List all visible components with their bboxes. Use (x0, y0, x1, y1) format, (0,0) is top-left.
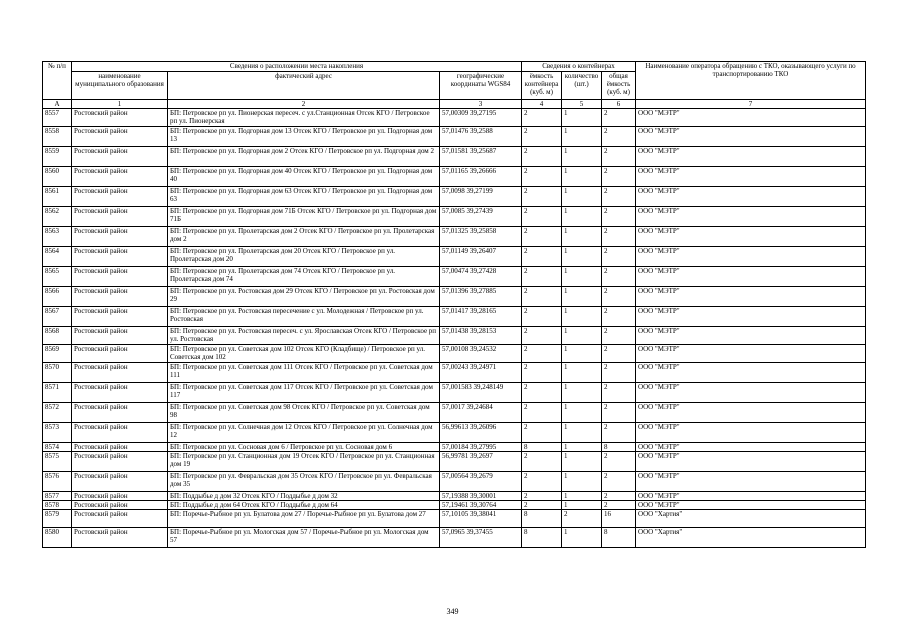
table-row (43, 383, 866, 403)
address-cell: БП: Петровское рп ул. Подгорная дом 2 Отсек КГО / Петровское рп ул. Подгорная дом 2 (168, 147, 440, 167)
count-cell: 1 (562, 167, 602, 187)
municipality-cell: Ростовский район (72, 363, 168, 383)
operator-cell: ООО "МЭТР" (636, 423, 866, 443)
operator-cell: ООО "МЭТР" (636, 472, 866, 492)
operator-cell: ООО "МЭТР" (636, 227, 866, 247)
header-operator: Наименование оператора обращению с ТКО, оказывающего услуги по транспортированию ТКО (636, 62, 866, 100)
table-row (43, 187, 866, 207)
total-cell: 2 (602, 307, 636, 327)
total-cell: 2 (602, 109, 636, 127)
coordinates-cell: 57,19388 39,30001 (440, 492, 522, 501)
row-number: 8561 (43, 187, 72, 207)
coordinates-cell: 57,0965 39,37455 (440, 528, 522, 548)
address-cell: БП: Петровское рп ул. Пролетарская дом 74 Отсек КГО / Петровское рп ул. Пролетарская дом 74 (168, 267, 440, 287)
total-cell: 2 (602, 383, 636, 403)
capacity-cell: 2 (522, 423, 562, 443)
count-cell: 1 (562, 528, 602, 548)
municipality-cell: Ростовский район (72, 267, 168, 287)
address-cell: БП: Поречье-Рыбное рп ул. Булатова дом 27 / Поречье-Рыбное рп ул. Булатова дом 27 (168, 510, 440, 528)
table-row (43, 207, 866, 227)
municipality-cell: Ростовский район (72, 187, 168, 207)
municipality-cell: Ростовский район (72, 147, 168, 167)
municipality-cell: Ростовский район (72, 472, 168, 492)
operator-cell: ООО "МЭТР" (636, 167, 866, 187)
capacity-cell: 2 (522, 472, 562, 492)
address-cell: БП: Петровское рп ул. Советская дом 111 Отсек КГО / Петровское рп ул. Советская дом 111 (168, 363, 440, 383)
count-cell: 1 (562, 109, 602, 127)
coordinates-cell: 57,19461 39,30764 (440, 501, 522, 510)
count-cell: 1 (562, 383, 602, 403)
address-cell: БП: Петровское рп ул. Советская дом 102 Отсек КГО (Кладбище) / Петровское рп ул. Советская дом 102 (168, 345, 440, 363)
header-count: количество (шт.) (562, 72, 602, 100)
capacity-cell: 2 (522, 345, 562, 363)
total-cell: 2 (602, 267, 636, 287)
coordinates-cell: 57,01165 39,26666 (440, 167, 522, 187)
header-total: общая ёмкость (куб. м) (602, 72, 636, 100)
address-cell: БП: Поречье-Рыбное рп ул. Мологская дом 57 / Поречье-Рыбное рп ул. Мологская дом 57 (168, 528, 440, 548)
operator-cell: ООО "МЭТР" (636, 363, 866, 383)
municipality-cell: Ростовский район (72, 307, 168, 327)
count-cell: 1 (562, 247, 602, 267)
address-cell: БП: Петровское рп ул. Пролетарская дом 20 Отсек КГО / Петровское рп ул. Пролетарская дом 20 (168, 247, 440, 267)
municipality-cell: Ростовский район (72, 452, 168, 472)
total-cell: 2 (602, 127, 636, 147)
table-row (43, 501, 866, 510)
coordinates-cell: 57,0085 39,27439 (440, 207, 522, 227)
count-cell: 1 (562, 403, 602, 423)
total-cell: 2 (602, 227, 636, 247)
total-cell: 2 (602, 403, 636, 423)
operator-cell: ООО "МЭТР" (636, 492, 866, 501)
row-number: 8565 (43, 267, 72, 287)
table-row (43, 472, 866, 492)
address-cell: БП: Петровское рп ул. Станционная дом 19 Отсек КГО / Петровское рп ул. Станционная дом 19 (168, 452, 440, 472)
row-number: 8562 (43, 207, 72, 227)
row-number: 8557 (43, 109, 72, 127)
header-column-numbers (43, 100, 866, 109)
table-row (43, 363, 866, 383)
coordinates-cell: 57,00309 39,27195 (440, 109, 522, 127)
header-containers: Сведения о контейнерах (522, 62, 636, 72)
row-number: 8573 (43, 423, 72, 443)
municipality-cell: Ростовский район (72, 345, 168, 363)
count-cell: 1 (562, 287, 602, 307)
municipality-cell: Ростовский район (72, 227, 168, 247)
header-row-1 (43, 62, 866, 72)
coordinates-cell: 57,01581 39,25687 (440, 147, 522, 167)
header-address: фактический адрес (168, 72, 440, 100)
address-cell: БП: Петровское рп ул. Подгорная дом 13 Отсек КГО / Петровское рп ул. Подгорная дом 13 (168, 127, 440, 147)
capacity-cell: 2 (522, 492, 562, 501)
row-number: 8563 (43, 227, 72, 247)
count-cell: 1 (562, 327, 602, 345)
municipality-cell: Ростовский район (72, 403, 168, 423)
operator-cell: ООО "МЭТР" (636, 287, 866, 307)
page-number: 349 (446, 607, 459, 616)
total-cell: 2 (602, 327, 636, 345)
count-cell: 1 (562, 267, 602, 287)
table-row (43, 403, 866, 423)
total-cell: 2 (602, 147, 636, 167)
count-cell: 1 (562, 443, 602, 452)
address-cell: БП: Петровское рп ул. Пролетарская дом 2 Отсек КГО / Петровское рп ул. Пролетарская дом 2 (168, 227, 440, 247)
colnum: 6 (602, 100, 636, 109)
table-row (43, 227, 866, 247)
coordinates-cell: 57,00243 39,24971 (440, 363, 522, 383)
table-row (43, 327, 866, 345)
operator-cell: ООО "МЭТР" (636, 345, 866, 363)
coordinates-cell: 57,01325 39,25858 (440, 227, 522, 247)
header-place: Сведения о расположении места накопления (72, 62, 522, 72)
capacity-cell: 2 (522, 187, 562, 207)
table-row (43, 167, 866, 187)
operator-cell: ООО "МЭТР" (636, 452, 866, 472)
total-cell: 2 (602, 207, 636, 227)
capacity-cell: 2 (522, 287, 562, 307)
header-num: № п/п (43, 62, 72, 100)
total-cell: 2 (602, 492, 636, 501)
capacity-cell: 2 (522, 247, 562, 267)
address-cell: БП: Петровское рп ул. Февральская дом 35 Отсек КГО / Петровское рп ул. Февральская дом 35 (168, 472, 440, 492)
row-number: 8575 (43, 452, 72, 472)
total-cell: 2 (602, 247, 636, 267)
count-cell: 1 (562, 207, 602, 227)
colnum: 5 (562, 100, 602, 109)
colnum: 2 (168, 100, 440, 109)
operator-cell: ООО "Хартия" (636, 510, 866, 528)
total-cell: 2 (602, 167, 636, 187)
coordinates-cell: 57,00564 39,2679 (440, 472, 522, 492)
coordinates-cell: 57,00474 39,27428 (440, 267, 522, 287)
coordinates-cell: 57,01476 39,2588 (440, 127, 522, 147)
count-cell: 1 (562, 307, 602, 327)
waste-sites-table (42, 61, 866, 548)
count-cell: 1 (562, 227, 602, 247)
capacity-cell: 2 (522, 383, 562, 403)
row-number: 8569 (43, 345, 72, 363)
table-row (43, 109, 866, 127)
header-capacity: ёмкость контейнера (куб. м) (522, 72, 562, 100)
operator-cell: ООО "МЭТР" (636, 443, 866, 452)
capacity-cell: 8 (522, 528, 562, 548)
row-number: 8580 (43, 528, 72, 548)
address-cell: БП: Петровское рп ул. Подгорная дом 63 Отсек КГО / Петровское рп ул. Подгорная дом 63 (168, 187, 440, 207)
row-number: 8577 (43, 492, 72, 501)
capacity-cell: 2 (522, 363, 562, 383)
table-row (43, 510, 866, 528)
capacity-cell: 2 (522, 167, 562, 187)
total-cell: 2 (602, 423, 636, 443)
row-number: 8566 (43, 287, 72, 307)
municipality-cell: Ростовский район (72, 443, 168, 452)
total-cell: 8 (602, 528, 636, 548)
operator-cell: ООО "МЭТР" (636, 127, 866, 147)
capacity-cell: 2 (522, 227, 562, 247)
coordinates-cell: 57,10105 39,38041 (440, 510, 522, 528)
municipality-cell: Ростовский район (72, 501, 168, 510)
municipality-cell: Ростовский район (72, 167, 168, 187)
table-row (43, 528, 866, 548)
count-cell: 1 (562, 187, 602, 207)
table-row (43, 247, 866, 267)
operator-cell: ООО "МЭТР" (636, 109, 866, 127)
municipality-cell: Ростовский район (72, 327, 168, 345)
municipality-cell: Ростовский район (72, 207, 168, 227)
coordinates-cell: 57,00108 39,24532 (440, 345, 522, 363)
count-cell: 1 (562, 363, 602, 383)
municipality-cell: Ростовский район (72, 423, 168, 443)
address-cell: БП: Петровское рп ул. Ростовская пересеч. с ул. Ярославская Отсек КГО / Петровское рп ул. Ростовская (168, 327, 440, 345)
municipality-cell: Ростовский район (72, 109, 168, 127)
municipality-cell: Ростовский район (72, 510, 168, 528)
municipality-cell: Ростовский район (72, 127, 168, 147)
capacity-cell: 2 (522, 127, 562, 147)
operator-cell: ООО "МЭТР" (636, 207, 866, 227)
municipality-cell: Ростовский район (72, 383, 168, 403)
row-number: 8559 (43, 147, 72, 167)
total-cell: 2 (602, 501, 636, 510)
address-cell: БП: Петровское рп ул. Подгорная дом 40 Отсек КГО / Петровское рп ул. Подгорная дом 40 (168, 167, 440, 187)
colnum: 7 (636, 100, 866, 109)
count-cell: 1 (562, 452, 602, 472)
municipality-cell: Ростовский район (72, 287, 168, 307)
total-cell: 2 (602, 187, 636, 207)
address-cell: БП: Петровское рп ул. Советская дом 117 Отсек КГО / Петровское рп ул. Советская дом 117 (168, 383, 440, 403)
coordinates-cell: 57,001583 39,248149 (440, 383, 522, 403)
capacity-cell: 2 (522, 207, 562, 227)
address-cell: БП: Петровское рп ул. Советская дом 98 Отсек КГО / Петровское рп ул. Советская дом 98 (168, 403, 440, 423)
capacity-cell: 2 (522, 403, 562, 423)
address-cell: БП: Поддыбье д дом 32 Отсек КГО / Поддыбье д дом 32 (168, 492, 440, 501)
count-cell: 1 (562, 501, 602, 510)
count-cell: 1 (562, 472, 602, 492)
operator-cell: ООО "МЭТР" (636, 267, 866, 287)
address-cell: БП: Петровское рп ул. Подгорная дом 71Б Отсек КГО / Петровское рп ул. Подгорная дом 71Б (168, 207, 440, 227)
row-number: 8579 (43, 510, 72, 528)
total-cell: 16 (602, 510, 636, 528)
capacity-cell: 2 (522, 307, 562, 327)
address-cell: БП: Петровское рп ул. Солнечная дом 12 Отсек КГО / Петровское рп ул. Солнечная дом 12 (168, 423, 440, 443)
operator-cell: ООО "МЭТР" (636, 501, 866, 510)
table-row (43, 345, 866, 363)
coordinates-cell: 57,00184 39,27995 (440, 443, 522, 452)
capacity-cell: 2 (522, 147, 562, 167)
capacity-cell: 2 (522, 452, 562, 472)
coordinates-cell: 57,01417 39,28165 (440, 307, 522, 327)
count-cell: 1 (562, 492, 602, 501)
municipality-cell: Ростовский район (72, 528, 168, 548)
total-cell: 8 (602, 443, 636, 452)
colnum: 3 (440, 100, 522, 109)
operator-cell: ООО "МЭТР" (636, 307, 866, 327)
colnum: А (43, 100, 72, 109)
address-cell: БП: Петровское рп ул. Сосновая дом 6 / Петровское рп ул. Сосновая дом 6 (168, 443, 440, 452)
count-cell: 1 (562, 345, 602, 363)
capacity-cell: 2 (522, 501, 562, 510)
address-cell: БП: Петровское рп ул. Пионерская пересеч. с ул.Станционная Отсек КГО / Петровское рп ул. Пионерская (168, 109, 440, 127)
header-municipality: наименование муниципального образования (72, 72, 168, 100)
capacity-cell: 8 (522, 510, 562, 528)
coordinates-cell: 56,99613 39,26096 (440, 423, 522, 443)
table-row (43, 492, 866, 501)
count-cell: 2 (562, 510, 602, 528)
table-row (43, 127, 866, 147)
table-row (43, 287, 866, 307)
coordinates-cell: 57,0017 39,24684 (440, 403, 522, 423)
colnum: 1 (72, 100, 168, 109)
operator-cell: ООО "МЭТР" (636, 383, 866, 403)
row-number: 8572 (43, 403, 72, 423)
colnum: 4 (522, 100, 562, 109)
capacity-cell: 8 (522, 443, 562, 452)
table-body (43, 109, 866, 548)
total-cell: 2 (602, 363, 636, 383)
row-number: 8558 (43, 127, 72, 147)
address-cell: БП: Петровское рп ул. Ростовская дом 29 Отсек КГО / Петровское рп ул. Ростовская дом 29 (168, 287, 440, 307)
coordinates-cell: 57,01438 39,28153 (440, 327, 522, 345)
operator-cell: ООО "МЭТР" (636, 147, 866, 167)
table-row (43, 147, 866, 167)
table-row (43, 423, 866, 443)
operator-cell: ООО "МЭТР" (636, 327, 866, 345)
row-number: 8576 (43, 472, 72, 492)
capacity-cell: 2 (522, 267, 562, 287)
capacity-cell: 2 (522, 327, 562, 345)
operator-cell: ООО "Хартия" (636, 528, 866, 548)
total-cell: 2 (602, 472, 636, 492)
table-row (43, 267, 866, 287)
table-row (43, 307, 866, 327)
coordinates-cell: 57,01396 39,27885 (440, 287, 522, 307)
total-cell: 2 (602, 452, 636, 472)
row-number: 8574 (43, 443, 72, 452)
operator-cell: ООО "МЭТР" (636, 403, 866, 423)
coordinates-cell: 57,0098 39,27199 (440, 187, 522, 207)
address-cell: БП: Поддыбье д дом 64 Отсек КГО / Поддыбье д дом 64 (168, 501, 440, 510)
row-number: 8570 (43, 363, 72, 383)
municipality-cell: Ростовский район (72, 492, 168, 501)
table-row (43, 452, 866, 472)
operator-cell: ООО "МЭТР" (636, 247, 866, 267)
header-coords: географические координаты WGS84 (440, 72, 522, 100)
row-number: 8567 (43, 307, 72, 327)
municipality-cell: Ростовский район (72, 247, 168, 267)
row-number: 8560 (43, 167, 72, 187)
address-cell: БП: Петровское рп ул. Ростовская пересечение с ул. Молодежная / Петровское рп ул. Ростовская (168, 307, 440, 327)
row-number: 8564 (43, 247, 72, 267)
capacity-cell: 2 (522, 109, 562, 127)
table-row (43, 443, 866, 452)
operator-cell: ООО "МЭТР" (636, 187, 866, 207)
count-cell: 1 (562, 423, 602, 443)
coordinates-cell: 57,01149 39,26407 (440, 247, 522, 267)
row-number: 8571 (43, 383, 72, 403)
total-cell: 2 (602, 287, 636, 307)
row-number: 8578 (43, 501, 72, 510)
total-cell: 2 (602, 345, 636, 363)
coordinates-cell: 56,99781 39,2697 (440, 452, 522, 472)
count-cell: 1 (562, 127, 602, 147)
row-number: 8568 (43, 327, 72, 345)
count-cell: 1 (562, 147, 602, 167)
